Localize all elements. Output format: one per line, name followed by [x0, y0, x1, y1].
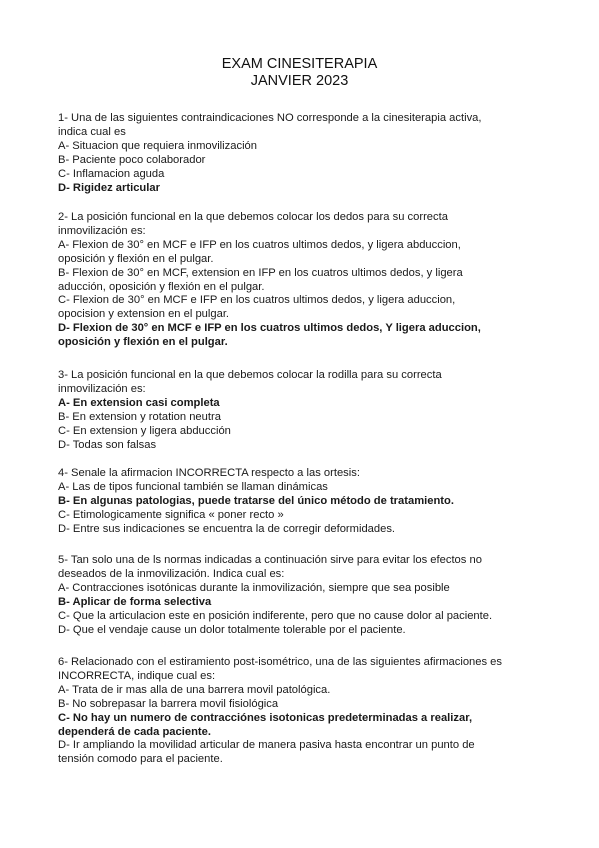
option-line: aducción, oposición y flexión en el pulgar.	[58, 280, 265, 293]
option-line: opocision y extension en el pulgar.	[58, 308, 230, 321]
answer-option	[58, 411, 528, 425]
option-line: C- Inflamacion aguda	[58, 167, 165, 180]
stem-line: 4- Senale la afirmacion INCORRECTA respecto a las ortesis:	[58, 467, 360, 479]
option-line: A- Las de tipos funcional también se llaman dinámicas	[58, 480, 328, 493]
stem-line: 5- Tan solo una de ls normas indicadas a continuación sirve para evitar los efectos no	[58, 554, 482, 566]
option-line: A- Situacion que requiera inmovilización	[58, 139, 257, 152]
answer-option	[58, 239, 528, 267]
option-line: D- Entre sus indicaciones se encuentra la de corregir deformidades.	[58, 522, 396, 535]
answer-option	[58, 294, 528, 322]
question-stem	[58, 112, 528, 140]
question-3	[58, 369, 528, 452]
option-line: A- Contracciones isotónicas durante la inmovilización, siempre que sea posible	[58, 581, 450, 594]
answer-option	[58, 140, 528, 154]
answer-option	[58, 624, 528, 638]
answer-option-correct	[58, 596, 528, 610]
option-line: tensión comodo para el paciente.	[58, 753, 223, 766]
option-line: A- En extension casi completa	[58, 396, 220, 409]
stem-line: 2- La posición funcional en la que debemos colocar los dedos para su correcta	[58, 211, 448, 223]
stem-line: 1- Una de las siguientes contraindicaciones NO corresponde a la cinesiterapia activa,	[58, 112, 482, 124]
option-line: B- En algunas patologias, puede tratarse del único método de tratamiento.	[58, 494, 454, 507]
answer-option	[58, 582, 528, 596]
stem-line: 3- La posición funcional en la que debemos colocar la rodilla para su correcta	[58, 369, 442, 381]
answer-option-correct	[58, 397, 528, 411]
answer-option-correct	[58, 712, 528, 740]
option-line: B- Aplicar de forma selectiva	[58, 595, 212, 608]
option-line: B- Flexion de 30° en MCF, extension en IFP en los cuatros ultimos dedos, y ligera	[58, 266, 463, 279]
answer-option	[58, 698, 528, 712]
answer-option	[58, 739, 528, 767]
stem-line: inmovilización es:	[58, 382, 146, 395]
option-line: B- No sobrepasar la barrera movil fisiológica	[58, 697, 279, 710]
option-line: dependerá de cada paciente.	[58, 725, 211, 738]
answer-option	[58, 523, 528, 537]
option-line: D- Todas son falsas	[58, 438, 157, 451]
answer-option	[58, 481, 528, 495]
stem-line: INCORRECTA, indique cual es:	[58, 669, 216, 682]
option-line: D- Rigidez articular	[58, 181, 160, 194]
question-5	[58, 554, 528, 637]
option-line: C- Flexion de 30° en MCF e IFP en los cuatros ultimos dedos, y ligera aduccion,	[58, 294, 456, 307]
option-line: oposición y flexión en el pulgar.	[58, 336, 228, 349]
question-stem	[58, 554, 528, 582]
option-line: D- Que el vendaje cause un dolor totalmente tolerable por el paciente.	[58, 623, 406, 636]
option-line: A- Trata de ir mas alla de una barrera movil patológica.	[58, 683, 331, 696]
option-line: C- Que la articulacion este en posición indiferente, pero que no cause dolor al paciente.	[58, 609, 493, 622]
option-line: D- Ir ampliando la movilidad articular de manera pasiva hasta encontrar un punto de	[58, 739, 475, 752]
answer-option	[58, 684, 528, 698]
answer-option-correct	[58, 182, 528, 196]
answer-option	[58, 439, 528, 453]
answer-option	[58, 154, 528, 168]
question-6	[58, 656, 528, 767]
option-line: B- Paciente poco colaborador	[58, 153, 206, 166]
answer-option	[58, 168, 528, 182]
option-line: B- En extension y rotation neutra	[58, 410, 221, 423]
stem-line: deseados de la inmovilización. Indica cual es:	[58, 567, 285, 580]
exam-date: JANVIER 2023	[250, 73, 349, 89]
answer-option	[58, 509, 528, 523]
exam-title: EXAM CINESITERAPIA	[221, 56, 378, 72]
stem-line: indica cual es	[58, 125, 126, 138]
stem-line: 6- Relacionado con el estiramiento post-isométrico, una de las siguientes afirmaciones es	[58, 656, 502, 668]
question-stem	[58, 211, 528, 239]
option-line: oposición y flexión en el pulgar.	[58, 252, 214, 265]
stem-line: inmovilización es:	[58, 224, 146, 237]
option-line: A- Flexion de 30° en MCF e IFP en los cuatros ultimos dedos, y ligera abduccion,	[58, 238, 461, 251]
answer-option	[58, 610, 528, 624]
answer-option	[58, 425, 528, 439]
question-4	[58, 467, 528, 537]
question-stem	[58, 467, 528, 481]
option-line: C- No hay un numero de contracciónes isotonicas predeterminadas a realizar,	[58, 711, 473, 724]
answer-option-correct	[58, 495, 528, 509]
option-line: C- En extension y ligera abducción	[58, 424, 231, 437]
answer-option	[58, 267, 528, 295]
option-line: D- Flexion de 30° en MCF e IFP en los cuatros ultimos dedos, Y ligera aduccion,	[58, 322, 481, 335]
question-stem	[58, 656, 528, 684]
question-1	[58, 112, 528, 195]
option-line: C- Etimologicamente significa « poner recto »	[58, 508, 284, 521]
answer-option-correct	[58, 322, 528, 350]
question-stem	[58, 369, 528, 397]
question-2	[58, 211, 528, 350]
